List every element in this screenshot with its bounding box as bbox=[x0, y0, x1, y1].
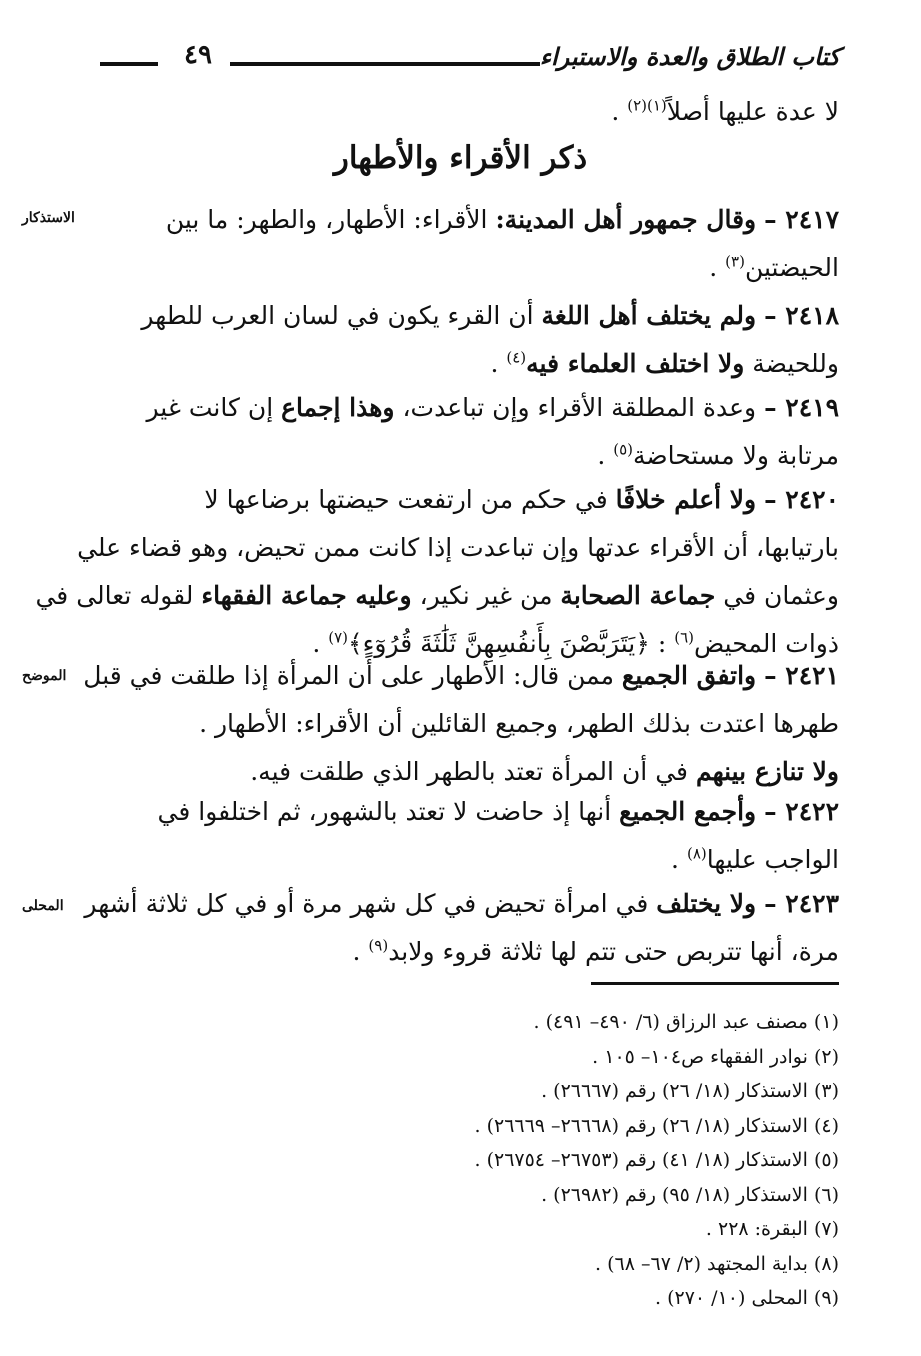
running-header bbox=[100, 40, 840, 80]
paragraph-text: الواجب عليها bbox=[706, 845, 839, 874]
footnote-item: (١) مصنف عبد الرزاق (٦/ ٤٩٠– ٤٩١) . bbox=[533, 1011, 839, 1033]
paragraph-number: ٢٤١٩ – bbox=[764, 393, 839, 422]
period: . bbox=[352, 937, 361, 966]
paragraph-text: الحيضتين bbox=[744, 253, 839, 282]
paragraph-number: ٢٤١٧ – bbox=[764, 205, 839, 234]
period: . bbox=[597, 441, 606, 470]
page-number: ٤٩ bbox=[184, 40, 212, 70]
footnote-ref: (٦) bbox=[674, 628, 695, 647]
paragraph-text: بارتيابها، أن الأقراء عدتها وإن تباعدت إذا كانت ممن تحيض، وهو قضاء علي bbox=[77, 533, 839, 562]
bold-lead: ولا تنازع بينهم bbox=[695, 757, 839, 786]
footnote-ref: (٧) bbox=[328, 628, 348, 647]
footnote-item: (٨) بداية المجتهد (٢/ ٦٧– ٦٨) . bbox=[595, 1252, 839, 1275]
paragraph-text: مرتابة ولا مستحاضة bbox=[633, 441, 839, 470]
bold-lead: ولا يختلف bbox=[656, 889, 757, 918]
bold-lead: وقال جمهور أهل المدينة: bbox=[495, 205, 757, 234]
footnote-ref: (١)(٢) bbox=[627, 96, 667, 115]
paragraph-text: في امرأة تحيض في كل شهر مرة أو في كل ثلاثة أشهر bbox=[84, 889, 649, 918]
paragraph-number: ٢٤١٨ – bbox=[764, 301, 839, 330]
bold-phrase: وهذا إجماع bbox=[281, 393, 395, 422]
bold-phrase: جماعة الصحابة bbox=[560, 581, 716, 610]
footnote-separator bbox=[591, 982, 839, 985]
footnote-item: (٢) نوادر الفقهاء ص١٠٤– ١٠٥ . bbox=[592, 1045, 839, 1068]
paragraph-2419 bbox=[99, 384, 839, 480]
book-title: كتاب الطلاق والعدة والاستبراء bbox=[539, 42, 840, 71]
bold-lead: ولم يختلف أهل اللغة bbox=[541, 301, 757, 330]
footnote-item: (٤) الاستذكار (١٨/ ٢٦) رقم (٢٦٦٦٨– ٢٦٦٦٩) . bbox=[474, 1114, 839, 1137]
paragraph-2423 bbox=[84, 880, 839, 976]
period: . bbox=[611, 97, 620, 126]
bold-lead: وأجمع الجميع bbox=[619, 797, 757, 826]
paragraph-text: مرة، أنها تتربص حتى تتم لها ثلاثة قروء ولابد bbox=[388, 937, 839, 966]
period: . bbox=[312, 629, 321, 658]
footnote-item: (٥) الاستذكار (١٨/ ٤١) رقم (٢٦٧٥٣– ٢٦٧٥٤) . bbox=[474, 1149, 839, 1171]
footnote-item: (٦) الاستذكار (١٨/ ٩٥) رقم (٢٦٩٨٢) . bbox=[541, 1183, 839, 1206]
paragraph-number: ٢٤٢٣ – bbox=[764, 889, 839, 918]
paragraph-text: إن كانت غير bbox=[146, 393, 274, 422]
footnote-ref: (٨) bbox=[686, 844, 707, 863]
period: . bbox=[709, 253, 718, 282]
paragraph-text: وعدة المطلقة الأقراء وإن تباعدت، bbox=[402, 393, 757, 422]
footnote-item: (٣) الاستذكار (١٨/ ٢٦) رقم (٢٦٦٦٧) . bbox=[541, 1080, 839, 1102]
footnote-ref: (٥) bbox=[613, 440, 634, 459]
header-rule-short bbox=[100, 62, 158, 66]
paragraph-2422 bbox=[99, 788, 839, 884]
paragraph-text: لقوله تعالى في bbox=[35, 581, 194, 610]
paragraph-text: طهرها اعتدت بذلك الطهر، وجميع القائلين أن الأقراء: الأطهار . bbox=[199, 709, 839, 738]
bold-lead: واتفق الجميع bbox=[621, 661, 757, 690]
paragraph-text: أنها إذ حاضت لا تعتد بالشهور، ثم اختلفوا في bbox=[157, 797, 612, 826]
intro-paragraph bbox=[99, 88, 839, 136]
colon: : bbox=[657, 629, 667, 658]
margin-source-muhalla: المحلى bbox=[22, 898, 64, 914]
intro-text: لا عدة عليها أصلاً bbox=[666, 97, 839, 126]
period: . bbox=[490, 349, 499, 378]
footnote-ref: (٩) bbox=[368, 936, 389, 955]
footnote-ref: (٣) bbox=[725, 252, 745, 271]
footnotes bbox=[99, 1005, 839, 1316]
paragraph-text: الأقراء: الأطهار، والطهر: ما بين bbox=[165, 205, 488, 234]
footnote-item: (٧) البقرة: ٢٢٨ . bbox=[705, 1218, 839, 1240]
paragraph-text: من غير نكير، bbox=[419, 581, 553, 610]
margin-source-mudih: الموضح bbox=[22, 668, 67, 684]
paragraph-number: ٢٤٢٢ – bbox=[764, 797, 839, 826]
paragraph-2420 bbox=[35, 476, 839, 668]
paragraph-2418 bbox=[99, 292, 839, 388]
paragraph-number: ٢٤٢٠ – bbox=[764, 485, 839, 514]
header-rule bbox=[230, 62, 540, 66]
paragraph-text: ممن قال: الأطهار على أن المرأة إذا طلقت في قبل bbox=[83, 661, 614, 690]
bold-phrase: وعليه جماعة الفقهاء bbox=[201, 581, 412, 610]
period: . bbox=[671, 845, 679, 874]
quran-verse: ﴿يَتَرَبَّصْنَ بِأَنفُسِهِنَّ ثَلَٰثَةَ قُرُوٓءٍ﴾ bbox=[348, 629, 650, 658]
paragraph-2421 bbox=[83, 652, 839, 796]
paragraph-text: وللحيضة bbox=[752, 349, 839, 378]
paragraph-text: في أن المرأة تعتد بالطهر الذي طلقت فيه. bbox=[250, 757, 688, 786]
paragraph-text: وعثمان في bbox=[723, 581, 839, 610]
footnote-item: (٩) المحلى (١٠/ ٢٧٠) . bbox=[655, 1287, 839, 1309]
paragraph-text: في حكم من ارتفعت حيضتها برضاعها لا bbox=[204, 485, 608, 514]
bold-lead: ولا أعلم خلافًا bbox=[615, 485, 757, 514]
section-heading: ذكر الأقراء والأطهار bbox=[333, 140, 588, 176]
footnote-ref: (٤) bbox=[506, 348, 527, 367]
paragraph-2417 bbox=[99, 196, 839, 292]
bold-phrase: ولا اختلف العلماء فيه bbox=[526, 349, 745, 378]
margin-source-istidhkar: الاستذكار bbox=[22, 210, 75, 226]
paragraph-number: ٢٤٢١ – bbox=[764, 661, 839, 690]
paragraph-text: أن القرء يكون في لسان العرب للطهر bbox=[141, 301, 534, 330]
paragraph-text: ذوات المحيض bbox=[694, 629, 839, 658]
